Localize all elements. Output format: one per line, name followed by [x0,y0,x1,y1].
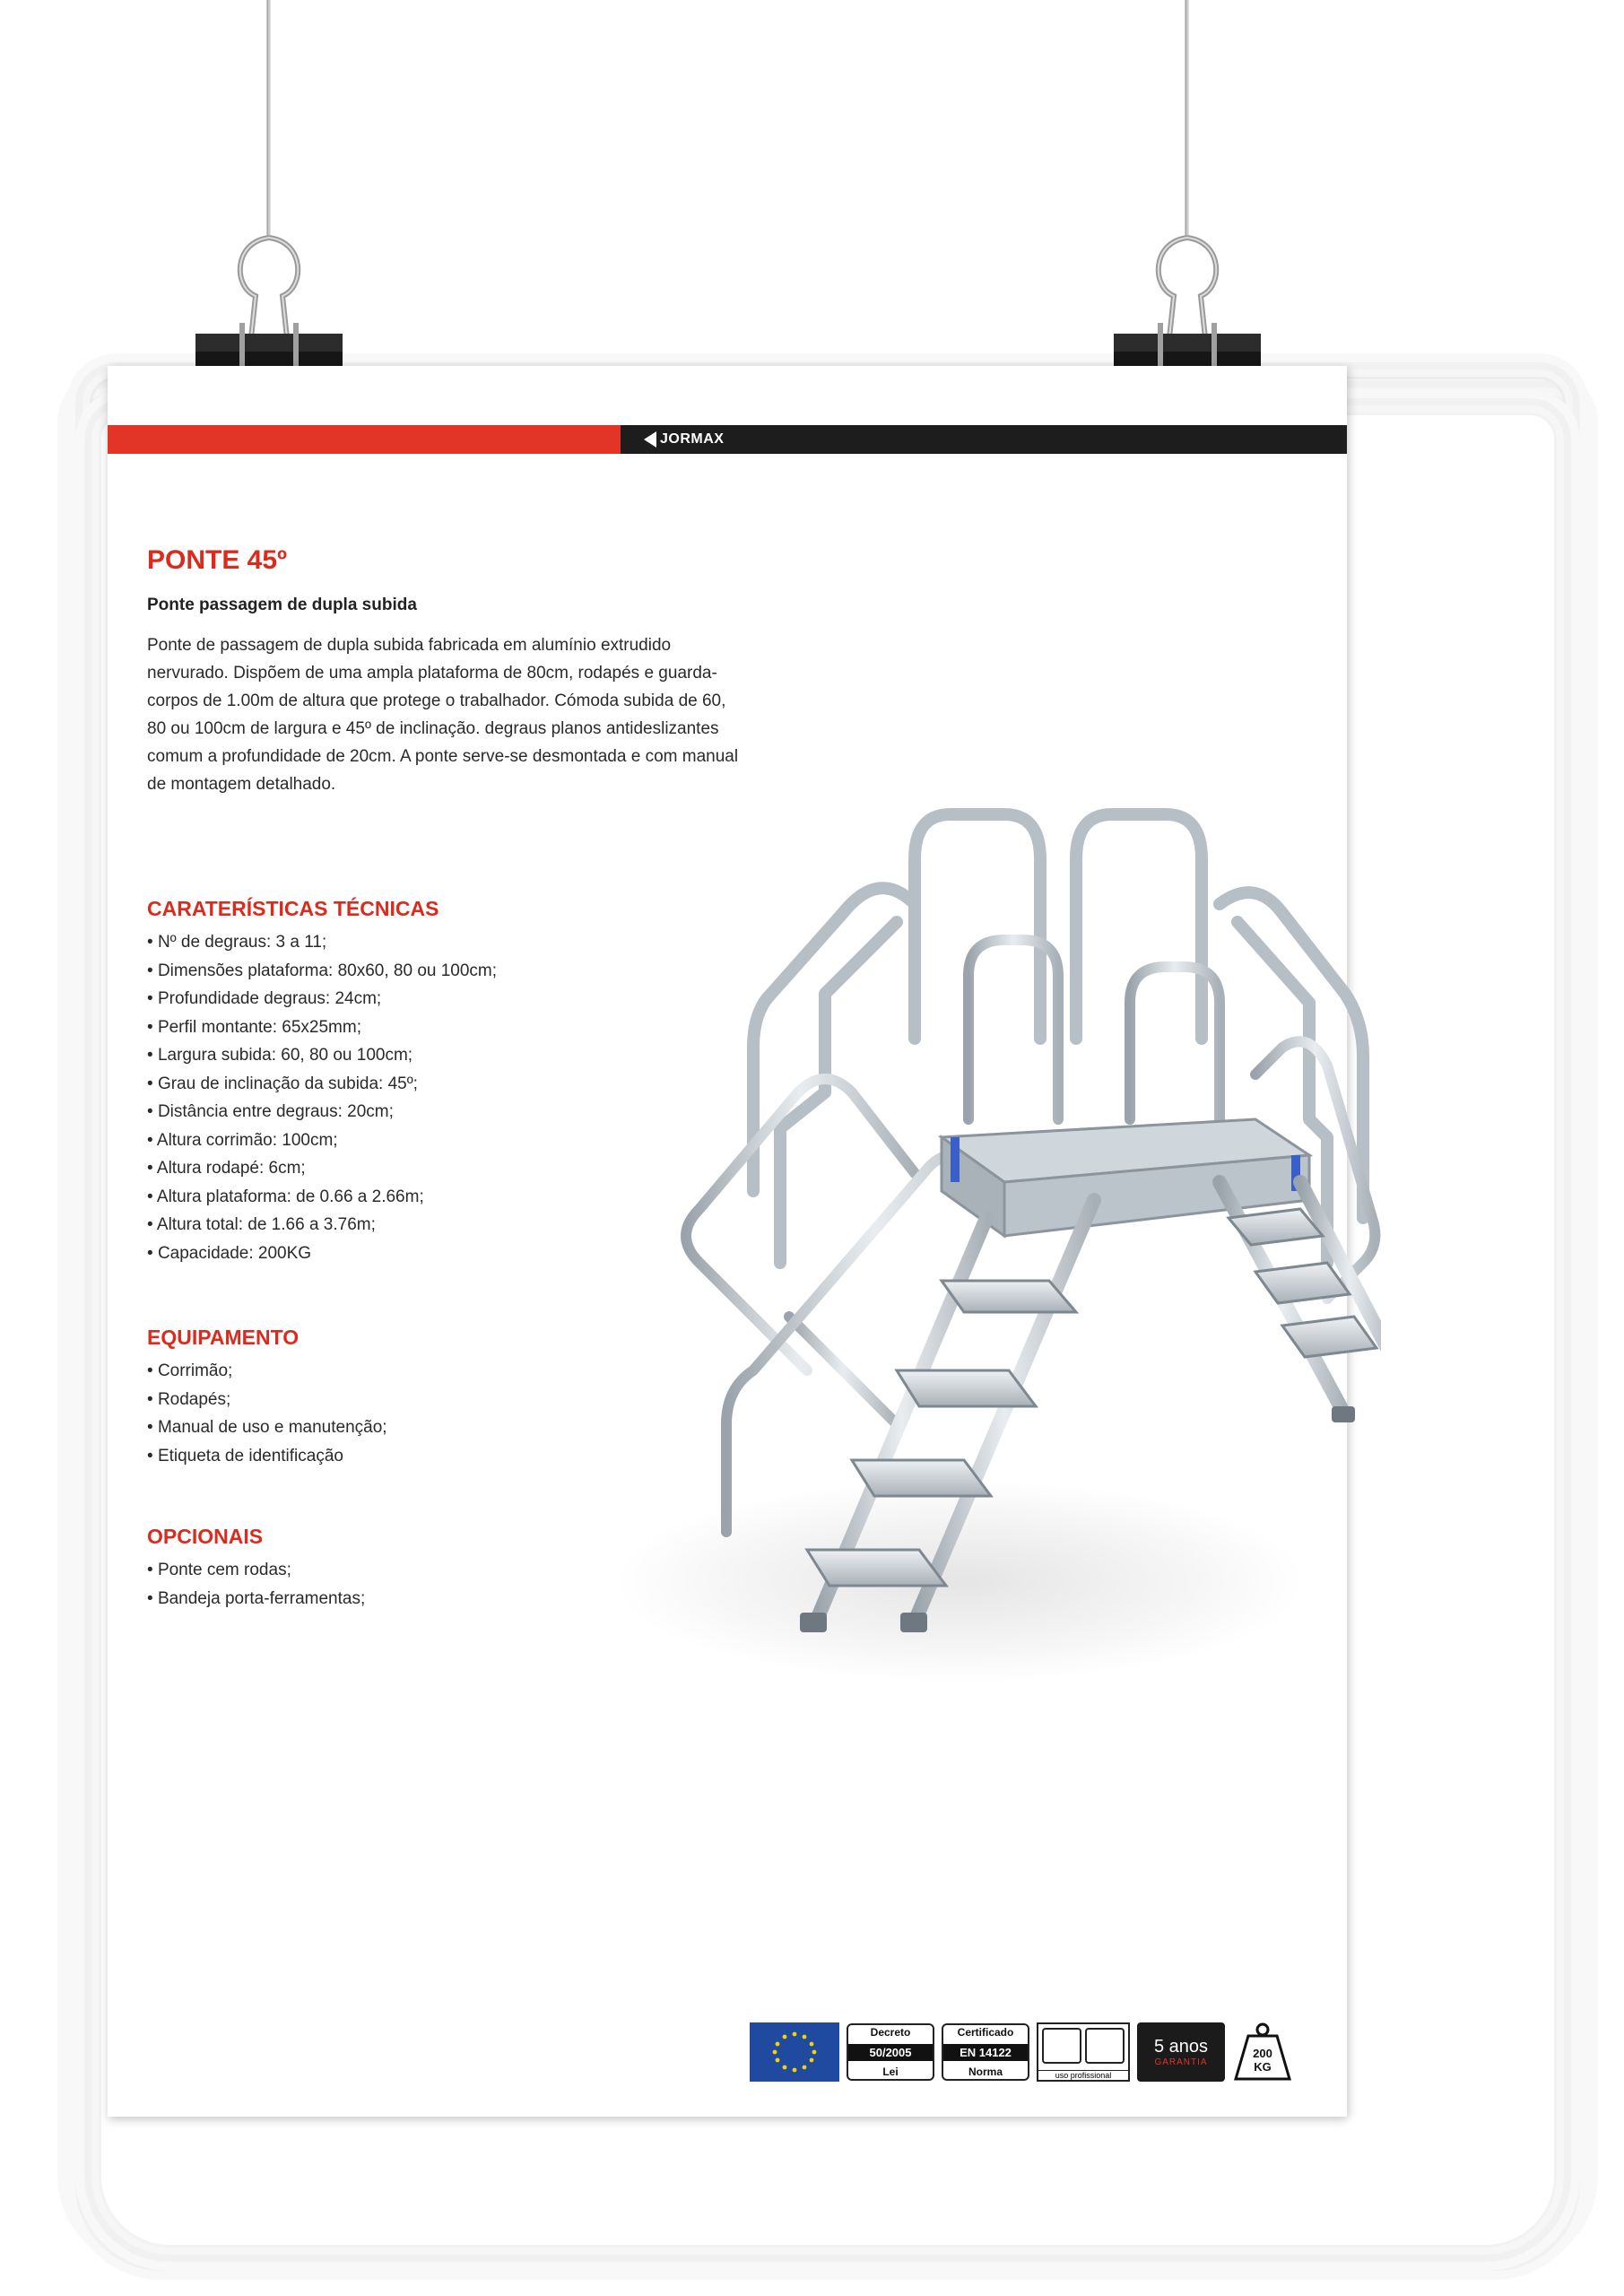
weight-badge [1232,2022,1293,2083]
list-item: • Dimensões plataforma: 80x60, 80 ou 100cm; [147,957,497,986]
list-item: • Corrimão; [147,1357,387,1386]
decree-bot: Lei [882,2066,899,2078]
equipment-section [147,1326,387,1470]
list-item: • Capacidade: 200KG [147,1239,497,1268]
warranty-label: GARANTIA [1154,2057,1208,2067]
list-item: • Rodapés; [147,1386,387,1414]
list-item: • Nº de degraus: 3 a 11; [147,928,497,957]
brand-name: JORMAX [660,431,725,447]
list-item: • Largura subida: 60, 80 ou 100cm; [147,1041,497,1070]
certified-badge [942,2023,1029,2081]
equipment-title: EQUIPAMENTO [147,1326,300,1349]
list-item: • Altura plataforma: de 0.66 a 2.66m; [147,1183,497,1212]
optional-list [147,1556,365,1613]
brand-logo [644,429,724,450]
product-description: Ponte de passagem de dupla subida fabricada em alumínio extrudido nervurado. Dispõem de uma ampla plataforma de 80cm, rodapés e guarda-corpos de 1.00m de altura que protege o trabalhador. Cómoda subida de 60, 80 ou 100cm de largura e 45º de inclinação. degraus planos antideslizantes comum a profundidade de 20cm. A ponte serve-se desmontada e com manual de montagem detalhado. [147,636,739,794]
worker-icon [1042,2028,1081,2064]
list-item: • Perfil montante: 65x25mm; [147,1013,497,1042]
professional-use-label: uso profissional [1038,2070,1128,2080]
list-item: • Distância entre degraus: 20cm; [147,1098,497,1126]
eu-flag-icon [750,2022,839,2082]
list-item: • Altura rodapé: 6cm; [147,1154,497,1183]
warranty-badge [1137,2022,1225,2082]
header-bar [108,425,1347,454]
optional-title: OPCIONAIS [147,1525,264,1548]
product-intro [147,545,775,798]
list-item: • Ponte cem rodas; [147,1556,365,1585]
list-item: • Bandeja porta-ferramentas; [147,1585,365,1613]
decree-mid: 50/2005 [848,2044,933,2061]
bridge-product-image [520,796,1381,1720]
technical-section [147,897,497,1267]
certified-top: Certificado [957,2026,1014,2039]
professional-use-badge [1037,2022,1130,2082]
technical-title: CARATERÍSTICAS TÉCNICAS [147,897,439,920]
weight-value: 200 [1253,2047,1272,2060]
header-dark-band [621,425,1347,454]
list-item: • Altura corrimão: 100cm; [147,1126,497,1155]
technical-list [147,928,497,1267]
header-red-band [108,425,621,454]
hand-icon [1085,2028,1125,2064]
decree-badge [847,2023,934,2081]
certified-mid: EN 14122 [943,2044,1028,2061]
weight-unit: KG [1254,2060,1272,2074]
page-title: PONTE 45º [147,545,288,575]
list-item: • Etiqueta de identificação [147,1442,387,1471]
warranty-years: 5 anos [1153,2037,1209,2057]
equipment-list [147,1357,387,1470]
catalog-sheet [108,366,1347,2117]
decree-top: Decreto [870,2026,911,2039]
list-item: • Manual de uso e manutenção; [147,1413,387,1442]
product-subtitle: Ponte passagem de dupla subida [147,596,417,614]
list-item: • Altura total: de 1.66 a 3.76m; [147,1211,497,1239]
list-item: • Grau de inclinação da subida: 45º; [147,1070,497,1099]
list-item: • Profundidade degraus: 24cm; [147,985,497,1013]
logo-mark-icon [644,431,656,448]
optional-section [147,1525,365,1613]
certification-badges [750,2022,1293,2083]
certified-bot: Norma [968,2066,1003,2078]
